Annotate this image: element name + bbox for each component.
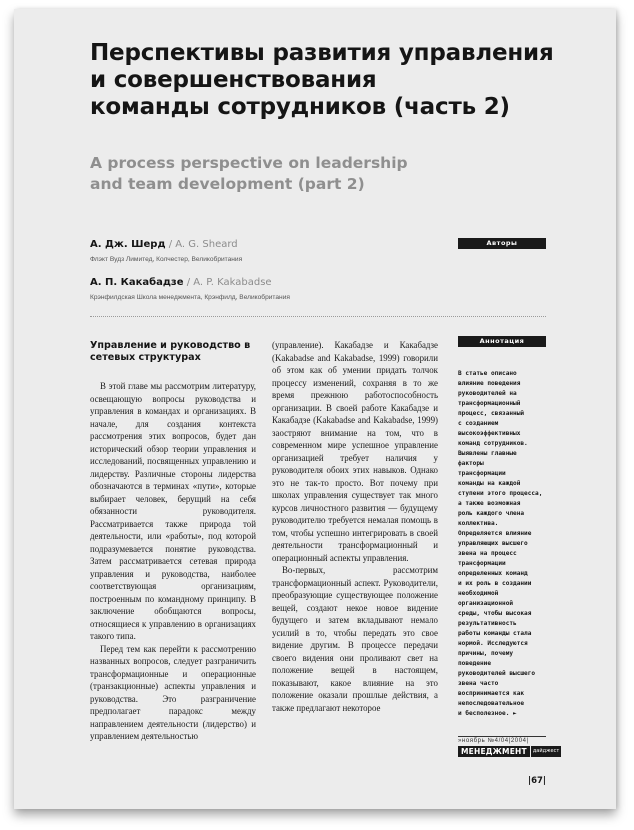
text-column-2 — [272, 339, 438, 714]
paragraph: Во-первых, рассмотрим трансформационный аспект. Руководители, преобразующие существующее положение вещей, создают некое новое видение будущего и затем вкладывают немало усилий в то, чтобы передать это свое видение другим. В процессе передачи своего видения они проливают свет на положение вещей в настоящем, показывают, какое влияние на это положение оказали прошлые действия, а также предлагают некоторое — [272, 565, 438, 713]
abstract-line: коллектива. — [458, 520, 499, 527]
subtitle-line: and team development (part 2) — [90, 175, 365, 193]
paragraph: Перед тем как перейти к рассмотрению названных вопросов, следует разграничить трансформационные и операционные (транзакционные) аспекты управления и руководства. Это разграничение предполагает парадокс между направлением деятельности (лидерство) и управлением деятельностью — [90, 643, 256, 741]
abstract-line: работы команды стала — [458, 630, 532, 637]
magazine-logo — [458, 746, 561, 757]
abstract-line: В статье описано — [458, 370, 517, 377]
section-heading: Управление и руководство в сетевых структурах — [90, 340, 251, 363]
abstract-line: Определяется влияние — [458, 530, 532, 537]
paragraph: (управление). Какабадзе и Какабадзе (Kakabadse and Kakabadse, 1999) говорили об этом как об умении придать толчок процессу изменений, сохраняя в то же время прежнюю работоспособность организации. В своей работе Какабадзе и Какабадзе (Kakabadse and Kakabadse, 1999) заостряют внимание на том, что в современном мире успешное управление организацией требует наличия у руководителя обоих этих навыков. Однако это не так-то просто. Вот почему при школах управления существует так много курсов личностного развития — будущему руководителю требуется немалая помощь в том, чтобы успешно интегрировать в своей деятельности трансформационный и операционный аспекты управления. — [272, 340, 438, 563]
abstract-label: Аннотация — [458, 336, 546, 347]
abstract-line: результативность — [458, 620, 517, 627]
abstract-line: поведение — [458, 660, 492, 667]
abstract-line: трансформации — [458, 560, 506, 567]
abstract-line: высокоэффективных — [458, 430, 521, 437]
abstract-line: причины, почему — [458, 650, 514, 657]
abstract-line: трансформационный — [458, 400, 521, 407]
abstract-line: и их роль в создании — [458, 580, 532, 587]
title-line: и совершенствования — [90, 67, 377, 93]
text-column-1 — [90, 380, 256, 743]
title-line: Перспективы развития управления — [90, 40, 554, 66]
author-1-name-en: / A. G. Sheard — [168, 239, 238, 250]
abstract-line: команды на каждой — [458, 480, 521, 487]
issue-info: »ноябрь №4/04|2004| — [458, 736, 546, 744]
abstract-line: управляющих высшего — [458, 540, 528, 547]
abstract-line: Выявлены главные — [458, 450, 517, 457]
abstract-line: с созданием — [458, 420, 499, 427]
abstract-line: среды, чтобы высокая — [458, 610, 532, 617]
abstract-line: звена на процесс — [458, 550, 517, 557]
abstract-line: воспринимается как — [458, 690, 525, 697]
abstract-line: определенных команд — [458, 570, 528, 577]
abstract-line: команд сотрудников. — [458, 440, 528, 447]
page-number: |67| — [528, 776, 547, 786]
paragraph: В этой главе мы рассмотрим литературу, освещающую вопросы руководства и управления в командах и организациях. В начале, для создания контекста рассмотрения этих вопросов, будет дан исторический обзор теории управления и исследований, посвященных управлению и лидерству. Различные стороны лидерства обозначаются в терминах «пути», которые выбирает человек, берущий на себя обязанности руководителя. Рассматривается также природа той деятельности, или «работы», под которой подразумевается понятие руководства. Затем рассматривается сетевая природа управления и руководства, наиболее соответствующая организациям, построенным по командному принципу. В заключение обобщаются вопросы, относящиеся к управлению в организациях такого типа. — [90, 381, 256, 641]
abstract-line: звена часто — [458, 680, 499, 687]
abstract-line: трансформации — [458, 470, 506, 477]
abstract-line: факторы — [458, 460, 484, 467]
subtitle-line: A process perspective on leadership — [90, 154, 408, 172]
article-subtitle — [90, 153, 560, 195]
abstract-line: процесс, связанный — [458, 410, 525, 417]
title-line: команды сотрудников (часть 2) — [90, 94, 510, 120]
author-1-name-ru: А. Дж. Шерд — [90, 239, 166, 250]
abstract-line: руководителей на — [458, 390, 517, 397]
magazine-name: МЕНЕДЖМЕНТ — [458, 746, 530, 757]
author-2-name-ru: А. П. Какабадзе — [90, 277, 184, 288]
authors-label: Авторы — [458, 238, 546, 249]
abstract-line: организационной — [458, 600, 514, 607]
abstract-line: нормой. Исследуются — [458, 640, 528, 647]
abstract-line: влияние поведения — [458, 380, 521, 387]
abstract-line: непоследовательное — [458, 700, 525, 707]
abstract-line: и бесполезное. ► — [458, 710, 517, 717]
abstract-line: необходимой — [458, 590, 499, 597]
magazine-subname: дайджест — [531, 746, 561, 757]
divider — [90, 316, 546, 317]
author-2 — [90, 277, 272, 288]
abstract-line: роль каждого члена — [458, 510, 525, 517]
author-2-name-en: / A. P. Kakabadse — [186, 277, 272, 288]
author-1 — [90, 239, 238, 250]
abstract-line: а также возможная — [458, 500, 521, 507]
abstract-text — [458, 369, 548, 719]
abstract-line: руководителей высшего — [458, 670, 536, 677]
abstract-line: ступени этого процесса, — [458, 490, 543, 497]
author-1-affiliation: Флэкт Вудз Лимитед, Колчестер, Великобритания — [90, 256, 243, 263]
author-2-affiliation: Крэнфилдская Школа менеджмента, Крэнфилд, Великобритания — [90, 294, 290, 301]
article-title — [90, 40, 560, 121]
